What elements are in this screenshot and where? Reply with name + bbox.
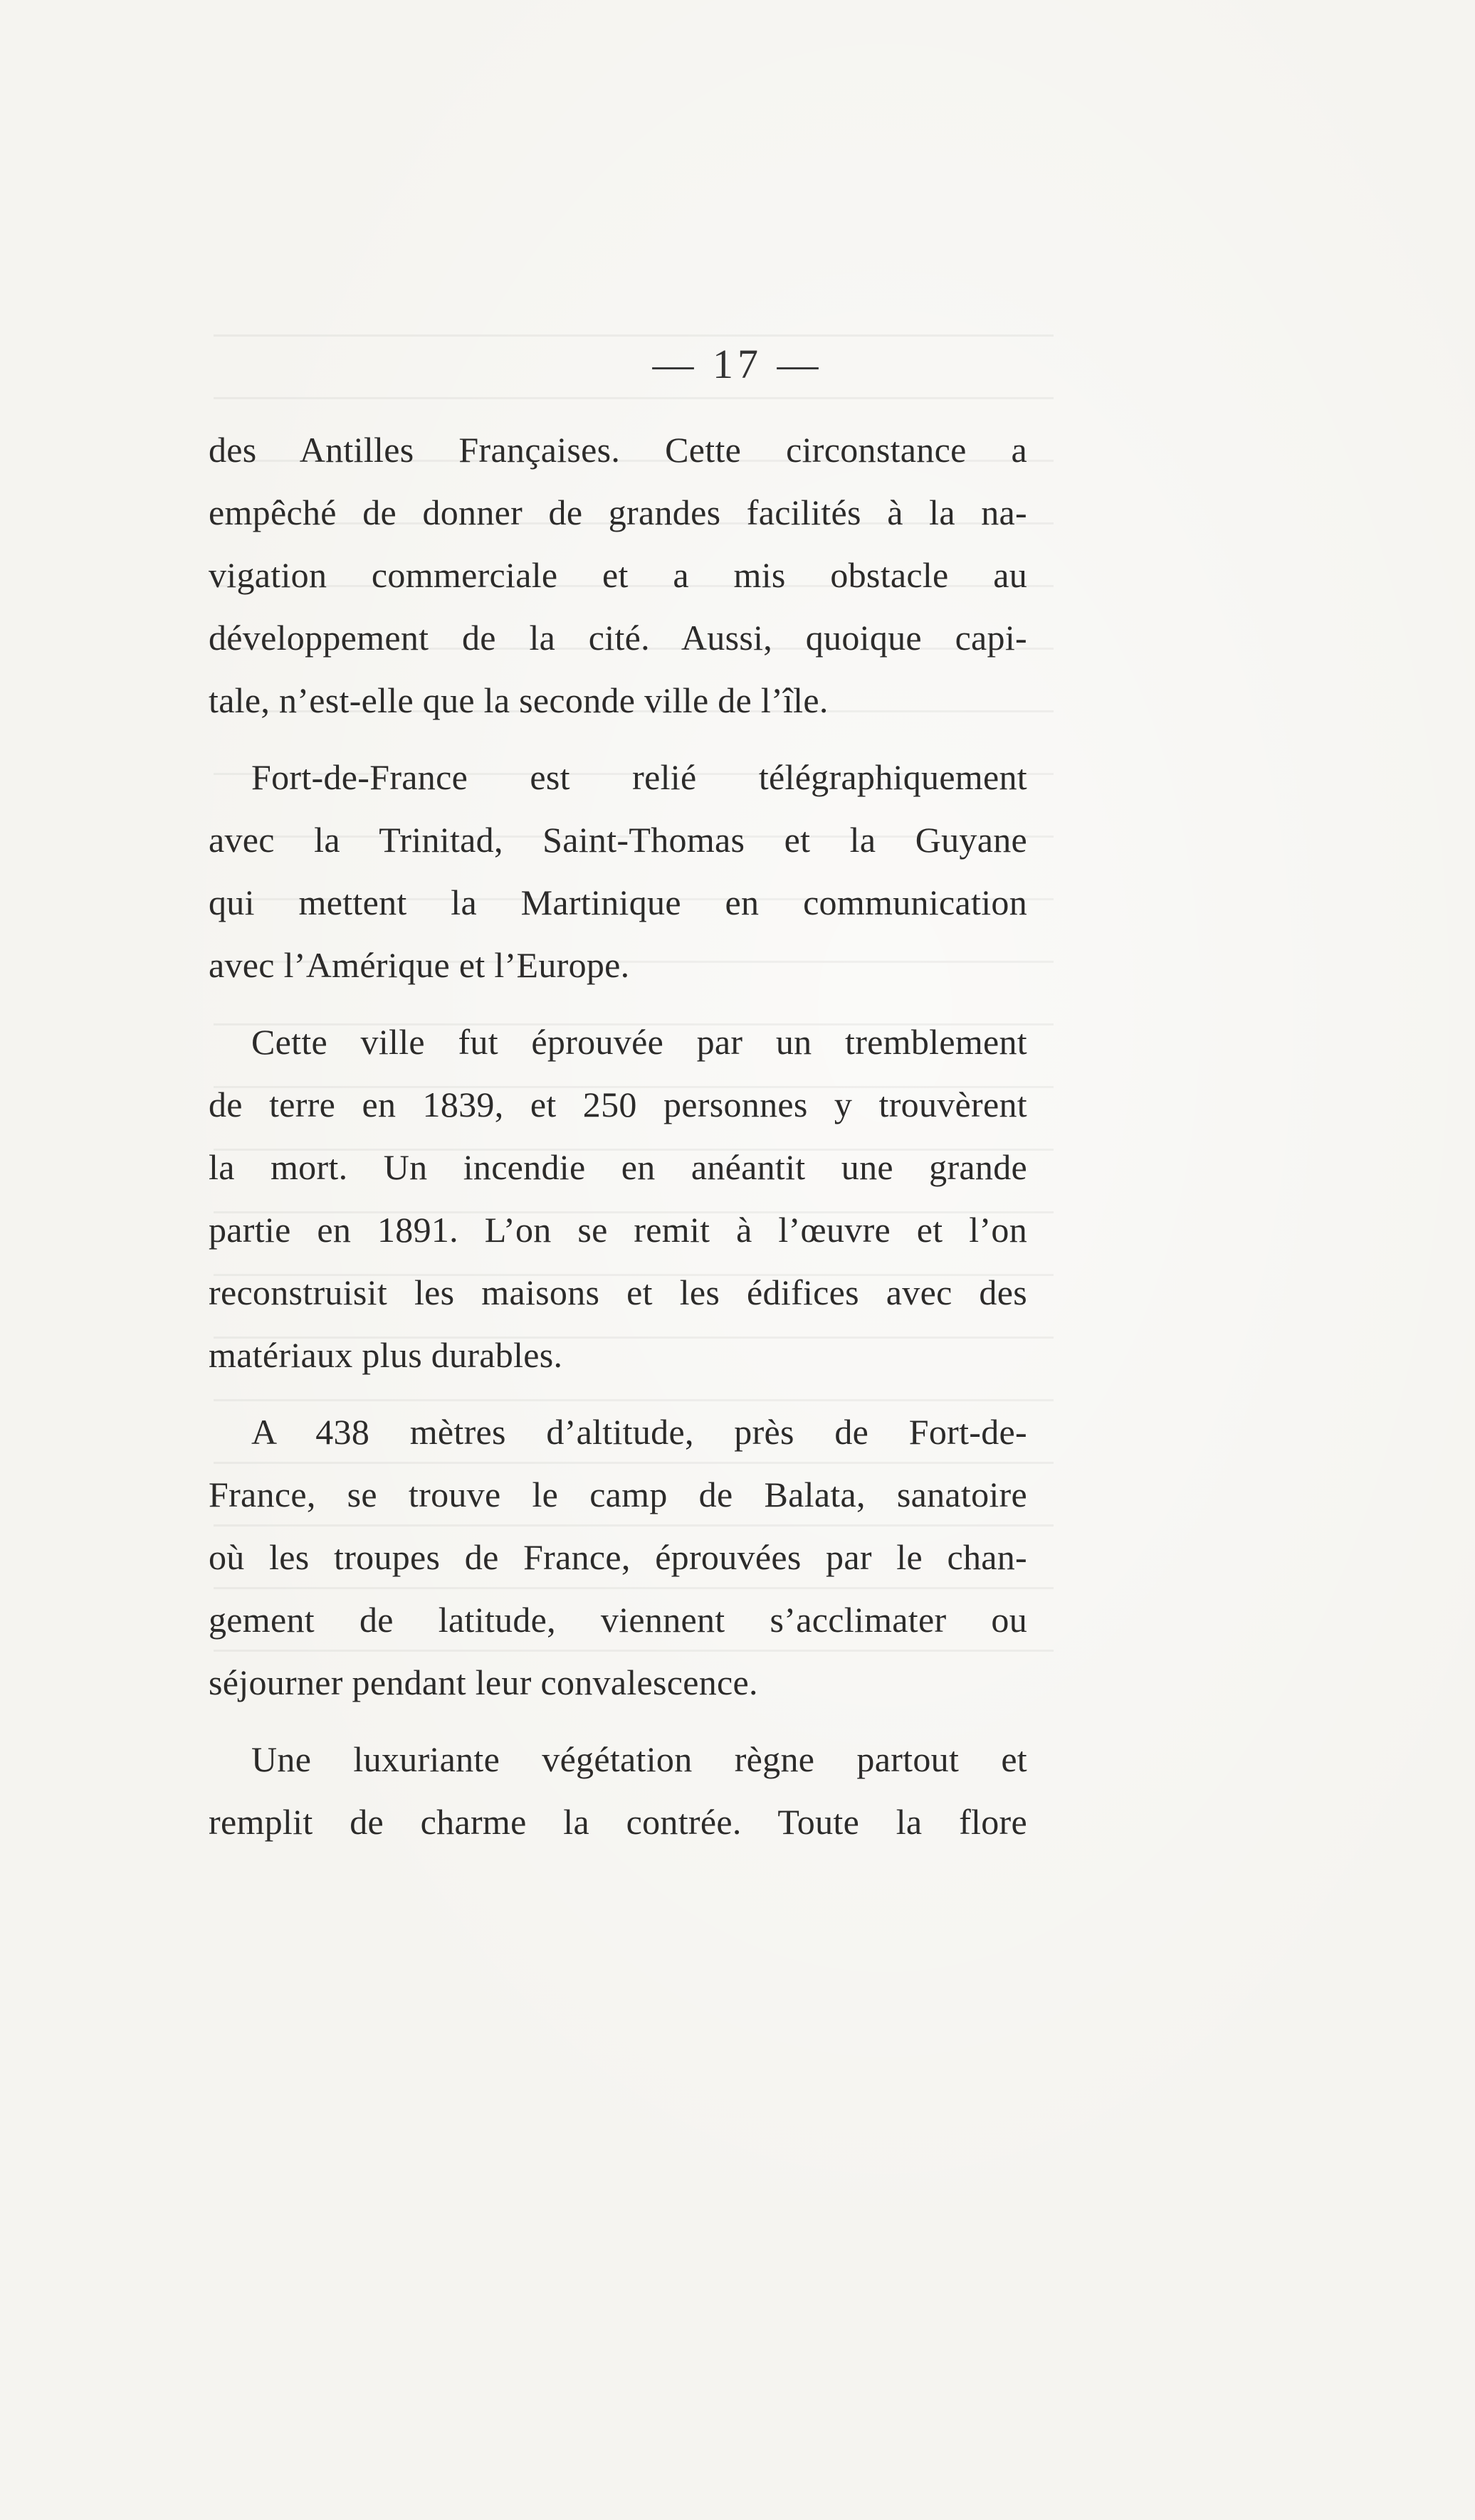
text-line: A 438 mètres d’altitude, près de Fort-de- bbox=[251, 1412, 1027, 1452]
text-line: matériaux plus durables. bbox=[209, 1335, 563, 1375]
text-line: qui mettent la Martinique en communication bbox=[209, 882, 1027, 922]
paragraph bbox=[209, 1011, 1027, 1386]
paragraph bbox=[209, 418, 1027, 732]
text-line: France, se trouve le camp de Balata, sanatoire bbox=[209, 1475, 1027, 1514]
text-line: Une luxuriante végétation règne partout et bbox=[251, 1739, 1027, 1779]
text-line: développement de la cité. Aussi, quoique capi- bbox=[209, 618, 1027, 658]
text-line: la mort. Un incendie en anéantit une grande bbox=[209, 1147, 1027, 1187]
page-number: — 17 — bbox=[652, 341, 823, 387]
text-line: Fort-de-France est relié télégraphiquement bbox=[251, 757, 1027, 797]
text-line: remplit de charme la contrée. Toute la flore bbox=[209, 1802, 1027, 1842]
text-line: avec la Trinitad, Saint-Thomas et la Guyane bbox=[209, 820, 1027, 860]
paragraph bbox=[209, 1728, 1027, 1853]
text-line: tale, n’est-elle que la seconde ville de l’île. bbox=[209, 680, 829, 720]
text-line: partie en 1891. L’on se remit à l’œuvre et l’on bbox=[209, 1210, 1027, 1250]
text-line: reconstruisit les maisons et les édifices avec des bbox=[209, 1272, 1027, 1312]
text-line: où les troupes de France, éprouvées par le chan- bbox=[209, 1537, 1027, 1577]
text-line: séjourner pendant leur convalescence. bbox=[209, 1662, 758, 1702]
text-line: gement de latitude, viennent s’acclimater ou bbox=[209, 1600, 1027, 1640]
text-line: empêché de donner de grandes facilités à la na- bbox=[209, 492, 1027, 532]
paragraph bbox=[209, 1401, 1027, 1714]
text-line: avec l’Amérique et l’Europe. bbox=[209, 945, 630, 985]
text-line: Cette ville fut éprouvée par un tremblement bbox=[251, 1022, 1027, 1062]
text-line: vigation commerciale et a mis obstacle au bbox=[209, 555, 1027, 595]
paragraph bbox=[209, 746, 1027, 996]
text-line: des Antilles Françaises. Cette circonstance a bbox=[209, 430, 1027, 470]
body-text bbox=[209, 418, 1027, 1853]
text-line: de terre en 1839, et 250 personnes y trouvèrent bbox=[209, 1085, 1027, 1124]
